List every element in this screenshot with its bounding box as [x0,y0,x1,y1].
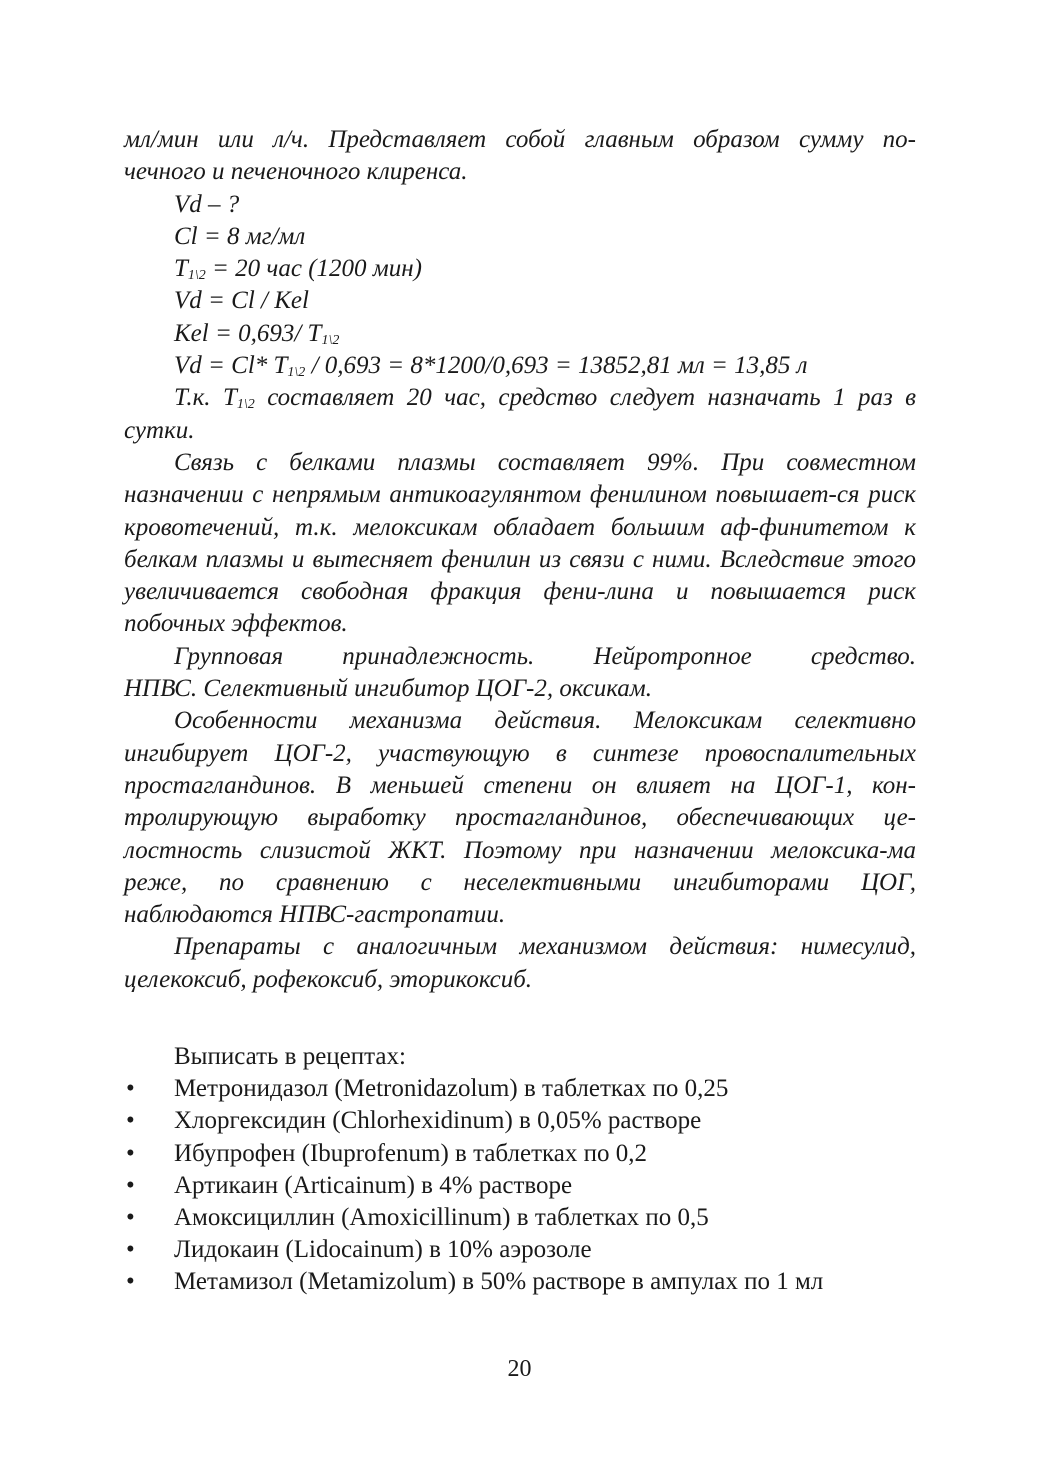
bullet-icon: • [126,1204,135,1232]
page-number: 20 [507,1356,532,1382]
para-group-line-2: НПВС. Селективный ингибитор ЦОГ-2, оксикам. [124,675,652,703]
formula-text: Vd = Cl* T [174,352,288,380]
list-item-text: Лидокаин (Lidocainum) в 10% аэрозоле [174,1236,592,1264]
list-item [124,1202,916,1234]
prescriptions-heading: Выписать в рецептах: [174,1043,406,1071]
intro-line-1: мл/мин или л/ч. Представляет собой главным образом сумму по- [124,126,916,153]
list-item-text: Ибупрофен (Ibuprofenum) в таблетках по 0,2 [174,1139,648,1167]
formula-kel [174,318,916,350]
subscript: 1\2 [287,365,306,381]
para-text: Т.к. T [174,384,237,412]
para-mechanism: Особенности механизма действия. Мелоксикам селективно ингибирует ЦОГ-2, участвующую в синтезе провоспалительных простагландинов. В меньшей степени он влияет на ЦОГ-1, кон-тролирующую выработку простагландинов, обеспечивающих це-лостность слизистой ЖКТ. Поэтому при назначении мелоксика-ма реже, по сравнению с неселективными ингибиторами ЦОГ, наблюдаются НПВС-гастропатии. [124,707,916,929]
bullet-icon: • [126,1268,135,1296]
list-item [124,1234,916,1266]
subscript: 1\2 [321,332,340,348]
bullet-icon: • [126,1107,135,1135]
list-item-text: Хлоргексидин (Chlorhexidinum) в 0,05% растворе [174,1107,702,1135]
bullet-icon: • [126,1075,135,1103]
formula-text: / 0,693 = 8*1200/0,693 = 13852,81 мл = 13,85 л [305,352,808,380]
formula-vd-def: Vd = Cl / Kel [174,287,309,315]
formula-cl: Cl = 8 мг/мл [174,222,306,250]
list-item [124,1170,916,1202]
subscript: 1\2 [236,397,255,413]
formula-text: = 20 час (1200 мин) [205,255,422,283]
para-dosing [124,382,916,447]
list-item [124,1073,916,1105]
formula-vd-unknown: Vd – ? [174,190,240,218]
formula-text: T [174,255,188,283]
page-body [124,124,916,1299]
para-binding: Связь с белками плазмы составляет 99%. При совместном назначении с непрямым антикоагулянтом фенилином повышает-ся риск кровотечений, т.к. мелоксикам обладает большим аф-финитетом к белкам плазмы и вытесняет фенилин из связи с ними. Вследствие этого увеличивается свободная фракция фени-лина и повышается риск побочных эффектов. [124,448,916,638]
list-item [124,1105,916,1137]
list-item-text: Артикаин (Articainum) в 4% растворе [174,1171,573,1199]
formula-half-life [174,253,916,285]
para-text: составляет 20 час, средство следует назначать 1 раз в сутки. [124,384,916,444]
formula-text: Kel = 0,693/ T [174,319,322,347]
subscript: 1\2 [187,268,206,284]
list-item [124,1138,916,1170]
prescriptions-list [124,1073,916,1298]
list-item-text: Метронидазол (Metronidazolum) в таблетках по 0,25 [174,1075,729,1103]
list-item [124,1266,916,1298]
formula-vd-calc [174,350,916,382]
bullet-icon: • [126,1139,135,1167]
list-item-text: Амоксициллин (Amoxicillinum) в таблетках по 0,5 [174,1204,709,1232]
bullet-icon: • [126,1171,135,1199]
bullet-icon: • [126,1236,135,1264]
para-analogs: Препараты с аналогичным механизмом действия: нимесулид, целекоксиб, рофекоксиб, эторикоксиб. [124,933,916,993]
intro-line-2: чечного и печеночного клиренса. [124,158,468,186]
list-item-text: Метамизол (Metamizolum) в 50% растворе в ампулах по 1 мл [174,1268,824,1296]
para-group-line-1: Групповая принадлежность. Нейротропное средство. [174,642,916,670]
